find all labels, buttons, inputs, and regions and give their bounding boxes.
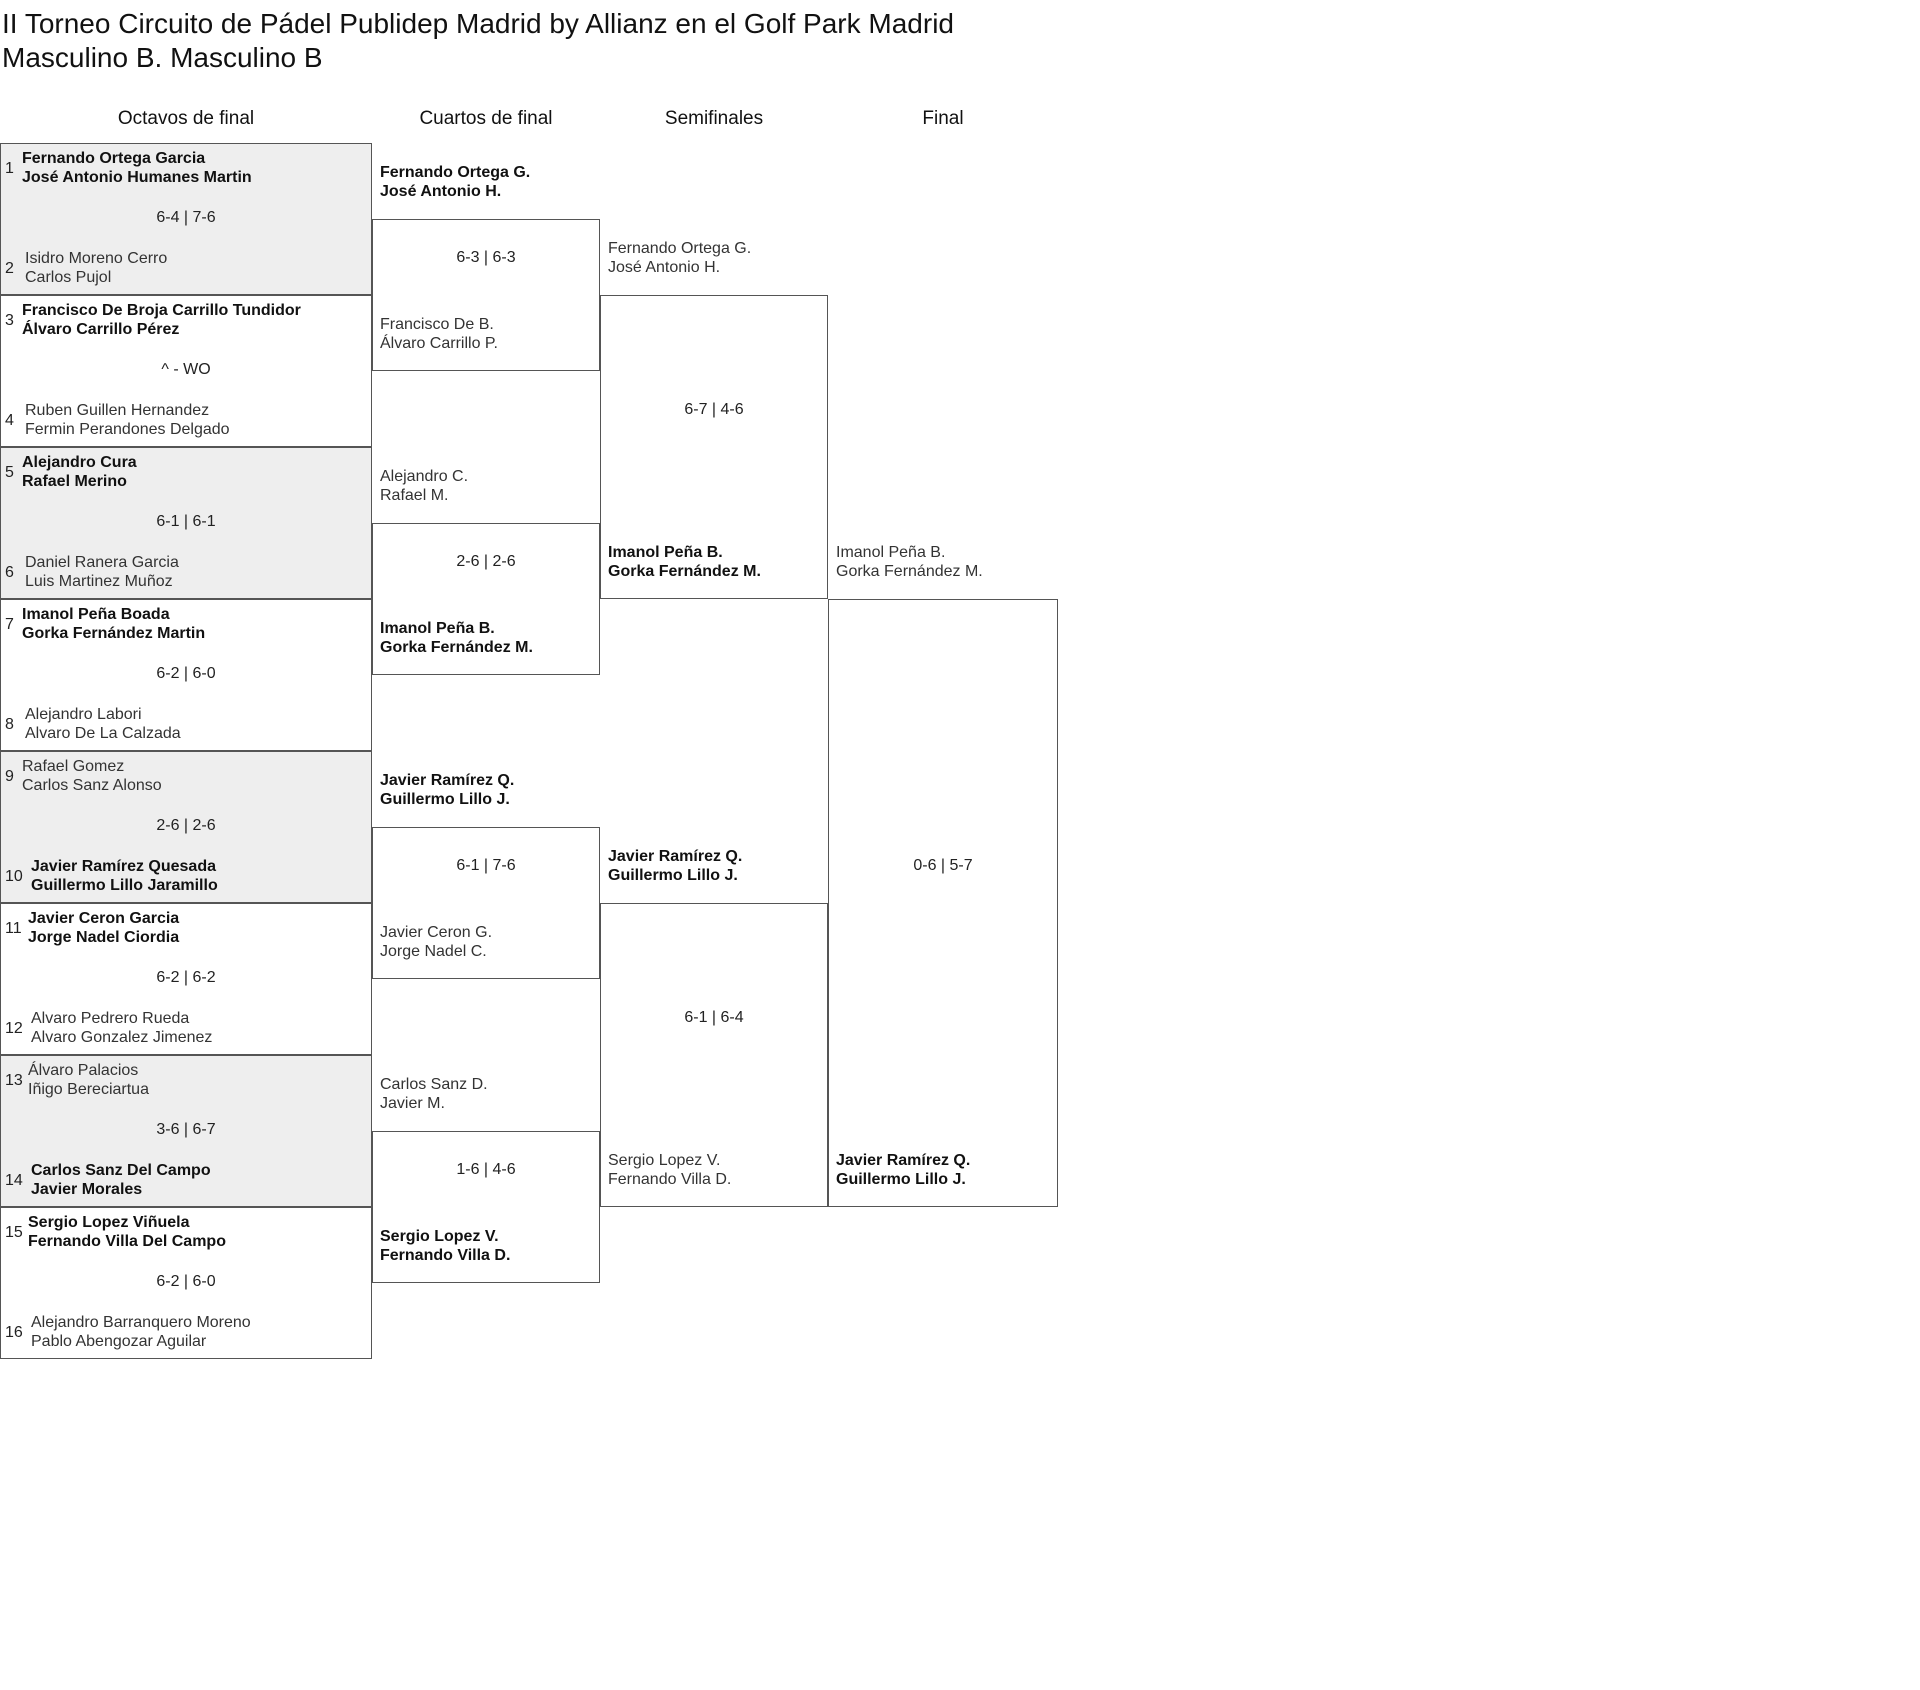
octavos-match-8-top-player-2: Fernando Villa Del Campo [28, 1233, 226, 1250]
cuartos-match-1-top-player-2: José Antonio H. [380, 183, 502, 200]
seed-number: 1 [5, 160, 14, 177]
semis-match-1-top-player-2: José Antonio H. [608, 259, 721, 276]
seed-number: 9 [5, 768, 14, 785]
cuartos-match-1-bottom-player-2: Álvaro Carrillo P. [380, 335, 498, 352]
match-score: 6-2 | 6-0 [156, 1273, 216, 1290]
round-header-cuartos: Cuartos de final [419, 108, 553, 129]
round-header-final: Final [922, 108, 964, 129]
octavos-match-3-top-player-2: Rafael Merino [22, 473, 127, 490]
cuartos-match-1-bottom-player-1: Francisco De B. [380, 316, 494, 333]
match-score: 6-2 | 6-0 [156, 665, 216, 682]
seed-number: 6 [5, 564, 14, 581]
octavos-match-2-bottom-player-2: Fermin Perandones Delgado [25, 421, 230, 438]
match-score: 2-6 | 2-6 [456, 553, 516, 570]
final-match-top-player-2: Gorka Fernández M. [836, 563, 983, 580]
seed-number: 13 [5, 1072, 23, 1089]
octavos-match-6-top-player-1: Javier Ceron Garcia [28, 910, 180, 927]
octavos-match-7-top-player-1: Álvaro Palacios [28, 1062, 139, 1079]
match-score: 3-6 | 6-7 [156, 1121, 216, 1138]
cuartos-match-2-bottom-player-2: Gorka Fernández M. [380, 639, 533, 656]
semis-match-2-top-player-2: Guillermo Lillo J. [608, 867, 738, 884]
cuartos-match-4-bottom-player-2: Fernando Villa D. [380, 1247, 511, 1264]
cuartos-match-1-top-player-1: Fernando Ortega G. [380, 164, 531, 181]
seed-number: 10 [5, 868, 23, 885]
match-score: ^ - WO [161, 361, 211, 378]
octavos-match-1-top-player-1: Fernando Ortega Garcia [22, 150, 206, 167]
octavos-match-2-top-player-1: Francisco De Broja Carrillo Tundidor [22, 302, 301, 319]
match-score: 6-3 | 6-3 [456, 249, 516, 266]
octavos-match-8-bottom-player-2: Pablo Abengozar Aguilar [31, 1333, 207, 1350]
octavos-match-8-top-player-1: Sergio Lopez Viñuela [28, 1214, 190, 1231]
semis-match-2-bottom-player-1: Sergio Lopez V. [608, 1152, 721, 1169]
seed-number: 8 [5, 716, 14, 733]
tournament-title: II Torneo Circuito de Pádel Publidep Madrid by Allianz en el Golf Park Madrid [2, 8, 954, 39]
octavos-match-2-bottom-player-1: Ruben Guillen Hernandez [25, 402, 210, 419]
match-score: 1-6 | 4-6 [456, 1161, 516, 1178]
cuartos-match-4-bottom-player-1: Sergio Lopez V. [380, 1228, 499, 1245]
octavos-match-1-bottom-player-1: Isidro Moreno Cerro [25, 250, 168, 267]
final-match[interactable] [828, 599, 1058, 1207]
match-score: 6-4 | 7-6 [156, 209, 216, 226]
seed-number: 11 [5, 920, 22, 937]
seed-number: 16 [5, 1324, 23, 1341]
match-score: 6-1 | 6-1 [156, 513, 216, 530]
seed-number: 4 [5, 412, 14, 429]
octavos-match-6-top-player-2: Jorge Nadel Ciordia [28, 929, 180, 946]
cuartos-match-3-bottom-player-2: Jorge Nadel C. [380, 943, 487, 960]
octavos-match-1-top-player-2: José Antonio Humanes Martin [22, 169, 252, 186]
octavos-match-6-bottom-player-1: Alvaro Pedrero Rueda [31, 1010, 190, 1027]
cuartos-match-3-top-player-1: Javier Ramírez Q. [380, 772, 515, 789]
round-header-octavos: Octavos de final [117, 108, 255, 129]
seed-number: 14 [5, 1172, 23, 1189]
octavos-match-5-top-player-2: Carlos Sanz Alonso [22, 777, 162, 794]
octavos-match-5-bottom-player-2: Guillermo Lillo Jaramillo [31, 877, 218, 894]
octavos-match-7-bottom-player-1: Carlos Sanz Del Campo [31, 1162, 211, 1179]
match-score: 6-7 | 4-6 [684, 401, 744, 418]
octavos-match-1-bottom-player-2: Carlos Pujol [25, 269, 112, 286]
octavos-match-3-bottom-player-1: Daniel Ranera Garcia [25, 554, 179, 571]
match-score: 0-6 | 5-7 [913, 857, 973, 874]
octavos-match-4-top-player-1: Imanol Peña Boada [22, 606, 170, 623]
final-match-top-player-1: Imanol Peña B. [836, 544, 946, 561]
cuartos-match-4-top-player-2: Javier M. [380, 1095, 445, 1112]
octavos-match-2-top-player-2: Álvaro Carrillo Pérez [22, 321, 180, 338]
octavos-match-4-bottom-player-2: Alvaro De La Calzada [25, 725, 181, 742]
seed-number: 12 [5, 1020, 23, 1037]
octavos-match-3-bottom-player-2: Luis Martinez Muñoz [25, 573, 173, 590]
semis-match-2-bottom-player-2: Fernando Villa D. [608, 1171, 732, 1188]
semis-match-1-bottom-player-1: Imanol Peña B. [608, 544, 723, 561]
cuartos-match-3-top-player-2: Guillermo Lillo J. [380, 791, 510, 808]
seed-number: 3 [5, 312, 14, 329]
match-score: 6-1 | 6-4 [684, 1009, 744, 1026]
match-score: 6-2 | 6-2 [156, 969, 216, 986]
cuartos-match-4-top-player-1: Carlos Sanz D. [380, 1076, 488, 1093]
octavos-match-4-top-player-2: Gorka Fernández Martin [22, 625, 206, 642]
cuartos-match-2-top-player-1: Alejandro C. [380, 468, 469, 485]
semis-match-2-top-player-1: Javier Ramírez Q. [608, 848, 743, 865]
match-score: 2-6 | 2-6 [156, 817, 216, 834]
octavos-match-3-top-player-1: Alejandro Cura [22, 454, 137, 471]
final-match-bottom-player-2: Guillermo Lillo J. [836, 1171, 966, 1188]
cuartos-match-2-top-player-2: Rafael M. [380, 487, 449, 504]
match-score: 6-1 | 7-6 [456, 857, 516, 874]
octavos-match-5-bottom-player-1: Javier Ramírez Quesada [31, 858, 216, 875]
semis-match-1-top-player-1: Fernando Ortega G. [608, 240, 752, 257]
octavos-match-7-top-player-2: Iñigo Bereciartua [28, 1081, 149, 1098]
seed-number: 15 [5, 1224, 23, 1241]
round-header-semifinales: Semifinales [664, 108, 764, 129]
seed-number: 5 [5, 464, 14, 481]
octavos-match-5-top-player-1: Rafael Gomez [22, 758, 125, 775]
cuartos-match-2-bottom-player-1: Imanol Peña B. [380, 620, 495, 637]
octavos-match-4-bottom-player-1: Alejandro Labori [25, 706, 142, 723]
semis-match-1-bottom-player-2: Gorka Fernández M. [608, 563, 761, 580]
category-title: Masculino B. Masculino B [2, 42, 323, 73]
final-match-bottom-player-1: Javier Ramírez Q. [836, 1152, 971, 1169]
cuartos-match-3-bottom-player-1: Javier Ceron G. [380, 924, 493, 941]
octavos-match-7-bottom-player-2: Javier Morales [31, 1181, 143, 1198]
octavos-match-8-bottom-player-1: Alejandro Barranquero Moreno [31, 1314, 251, 1331]
seed-number: 7 [5, 616, 14, 633]
seed-number: 2 [5, 260, 14, 277]
octavos-match-6-bottom-player-2: Alvaro Gonzalez Jimenez [31, 1029, 213, 1046]
